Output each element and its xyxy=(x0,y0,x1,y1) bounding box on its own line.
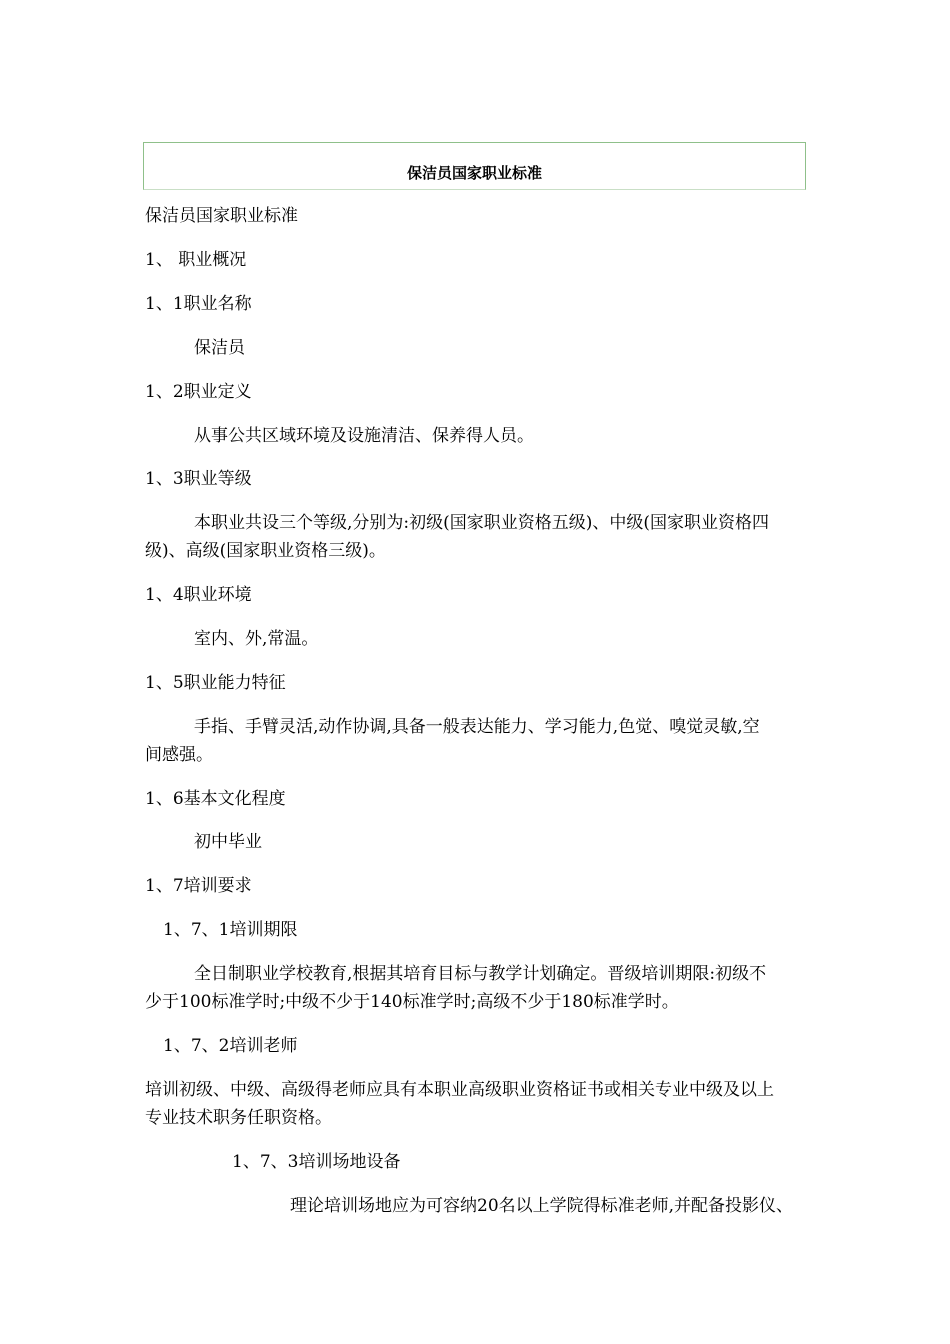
paragraph: 室内、外,常温。 xyxy=(194,629,319,649)
paragraph-line: 全日制职业学校教育,根据其培育目标与教学计划确定。晋级培训期限:初级不 xyxy=(194,964,767,984)
subsubsection-heading: 1、7、3培训场地设备 xyxy=(232,1152,401,1172)
subsubsection-heading: 1、7、2培训老师 xyxy=(163,1036,298,1056)
section-heading: 1、 职业概况 xyxy=(145,250,247,270)
subsection-heading: 1、7培训要求 xyxy=(145,876,252,896)
heading-main: 保洁员国家职业标准 xyxy=(145,206,298,226)
subsection-heading: 1、6基本文化程度 xyxy=(145,789,286,809)
subsection-heading: 1、2职业定义 xyxy=(145,382,252,402)
subsection-heading: 1、1职业名称 xyxy=(145,294,252,314)
subsection-heading: 1、4职业环境 xyxy=(145,585,252,605)
title-box xyxy=(143,142,806,190)
subsection-heading: 1、5职业能力特征 xyxy=(145,673,286,693)
subsubsection-heading: 1、7、1培训期限 xyxy=(163,920,298,940)
paragraph-line: 培训初级、中级、高级得老师应具有本职业高级职业资格证书或相关专业中级及以上 xyxy=(145,1080,774,1100)
paragraph: 从事公共区域环境及设施清洁、保养得人员。 xyxy=(194,426,534,446)
paragraph-line: 少于100标准学时;中级不少于140标准学时;高级不少于180标准学时。 xyxy=(145,992,679,1012)
paragraph: 保洁员 xyxy=(194,338,245,358)
paragraph: 初中毕业 xyxy=(194,832,262,852)
paragraph-line: 级)、高级(国家职业资格三级)。 xyxy=(145,541,386,561)
paragraph-line: 手指、手臂灵活,动作协调,具备一般表达能力、学习能力,色觉、嗅觉灵敏,空 xyxy=(194,717,760,737)
paragraph-line: 专业技术职务任职资格。 xyxy=(145,1108,332,1128)
paragraph-line: 理论培训场地应为可容纳20名以上学院得标准老师,并配备投影仪、 xyxy=(290,1196,794,1216)
document-title: 保洁员国家职业标准 xyxy=(406,164,542,182)
subsection-heading: 1、3职业等级 xyxy=(145,469,252,489)
paragraph-line: 本职业共设三个等级,分别为:初级(国家职业资格五级)、中级(国家职业资格四 xyxy=(194,513,770,533)
paragraph-line: 间感强。 xyxy=(145,745,213,765)
